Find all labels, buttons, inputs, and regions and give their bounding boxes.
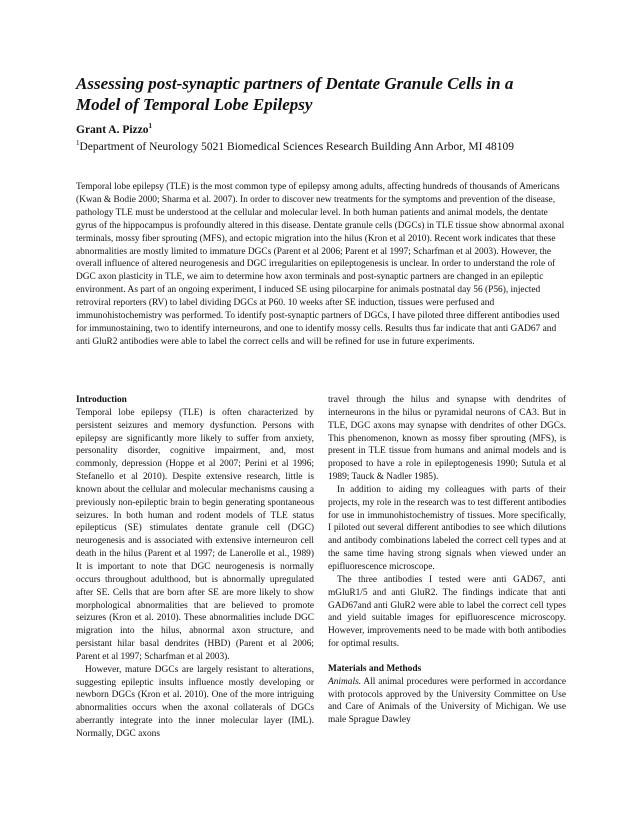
affiliation-text: Department of Neurology 5021 Biomedical Sciences Research Building Ann Arbor, MI 48109 xyxy=(79,141,515,153)
methods-heading: Materials and Methods xyxy=(328,663,422,674)
methods-text: All animal procedures were performed in accordance with protocols approved by the University Committee on Use and Care of Animals of the University of Michigan. We use male Sprague Dawley xyxy=(328,676,566,726)
intro-paragraph-4: In addition to aiding my colleagues with parts of their projects, my role in the research was to test different antibodies for use in immunohistochemistry of tissues. More specifically, I piloted out several different antibodies to see which dilutions and antibody combinations labeled the correct cell types and at the same time having strong signals when viewed under an epifluorescence microscope. xyxy=(328,484,566,572)
intro-paragraph-5: The three antibodies I tested were anti GAD67, anti mGluR1/5 and anti GluR2. The findings indicate that anti GAD67and anti GluR2 were able to label the correct cell types and yield suitable images for epifluorescence microscopy. However, improvements need to be made with both antibodies for optimal results. xyxy=(328,574,566,650)
author-name: Grant A. Pizzo xyxy=(76,124,149,136)
methods-paragraph xyxy=(328,676,566,727)
author-line xyxy=(76,124,152,136)
author-superscript: 1 xyxy=(148,122,152,131)
intro-paragraph-2: However, mature DGCs are largely resistant to alterations, suggesting epileptic insults influence mostly developing or newborn DGCs (Kron et al. 2010). One of the more intriguing abnormalities occurs when the axonal collaterals of DGCs aberrantly integrate into the inner molecular layer (IML). Normally, DGC axons xyxy=(76,664,314,739)
left-column xyxy=(76,394,314,741)
abstract: Temporal lobe epilepsy (TLE) is the most common type of epilepsy among adults, affecting hundreds of thousands of Americans (Kwan & Bodie 2000; Sharma et al. 2007). In order to discover new treatments for the symptoms and prevention of the disease, pathology TLE must be understood at the cellular and molecular level. In both human patients and animal models, the dentate gyrus of the hippocampus is profoundly altered in this disease. Dentate granule cells (DGCs) in TLE tissue show abnormal axonal terminals, mossy fiber sprouting (MFS), and ectopic migration into the hilus (Kron et al 2010). Recent work indicates that these abnormalities are mostly limited to immature DGCs (Parent et al 2006; Parent et al 1997; Scharfman et al 2003). However, the overall influence of altered neurogenesis and DGC irregularities on epileptogenesis is unclear. In order to understand the role of DGC axon plasticity in TLE, we aim to determine how axon terminals and post-synaptic partners are changed in an epileptic environment. As part of an ongoing experiment, I induced SE using pilocarpine for animals postnatal day 56 (P56), injected retroviral reporters (RV) to label dividing DGCs at P60. 10 weeks after SE induction, tissues were perfused and immunohistochemistry was performed. To identify post-synaptic partners of DGCs, I have piloted three different antibodies used for immunostaining, two to identify interneurons, and one to identify mossy cells. Results thus far indicate that anti GAD67 and anti GluR2 antibodies were able to label the correct cells and will be refined for use in future experiments. xyxy=(76,182,565,347)
methods-lead: Animals. xyxy=(328,676,362,687)
paper-title: Assessing post-synaptic partners of Dentate Granule Cells in a Model of Temporal Lobe Epilepsy xyxy=(76,74,514,114)
affiliation-superscript: 1 xyxy=(76,139,80,148)
affiliation-line xyxy=(76,141,514,153)
right-column xyxy=(328,394,566,727)
intro-paragraph-1: Temporal lobe epilepsy (TLE) is often characterized by persistent seizures and memory dysfunction. Persons with epilepsy are significantly more likely to suffer from anxiety, personality disorder, cognitive impairment, and, most commonly, depression (Hoppe et al 2007; Perini et al 1996; Stefanello et al 2010). Despite extensive research, little is known about the cellular and molecular mechanisms causing a previously non-epileptic brain to begin generating spontaneous seizures. In both human and rodent models of TLE status epilepticus (SE) stimulates dentate granule cell (DGC) neurogenesis and is associated with extensive interneuron cell death in the hilus (Parent et al 1997; de Lanerolle et al., 1989) It is important to note that DGC neurogenesis is normally occurs throughout adulthood, but is abnormally upregulated after SE. Cells that are born after SE are more likely to show morphological abnormalities that are believed to promote seizures (Kron et al. 2010). These abnormalities include DGC migration into the hilus, abnormal axon structure, and persistant hilar basal dendrites (HBD) (Parent et al 2006; Parent et al 1997; Scharfman et al 2003). xyxy=(76,407,314,662)
intro-paragraph-3: travel through the hilus and synapse with dendrites of interneurons in the hilus or pyramidal neurons of CA3. But in TLE, DGC axons may synapse with dendrites of other DGCs. This phenomenon, known as mossy fiber sprouting (MFS), is present in TLE tissue from humans and animal models and is proposed to have a role in epileptogenesis 1990; Sutula et al 1989; Tauck & Nadler 1985). xyxy=(328,395,566,483)
introduction-heading: Introduction xyxy=(76,395,127,405)
